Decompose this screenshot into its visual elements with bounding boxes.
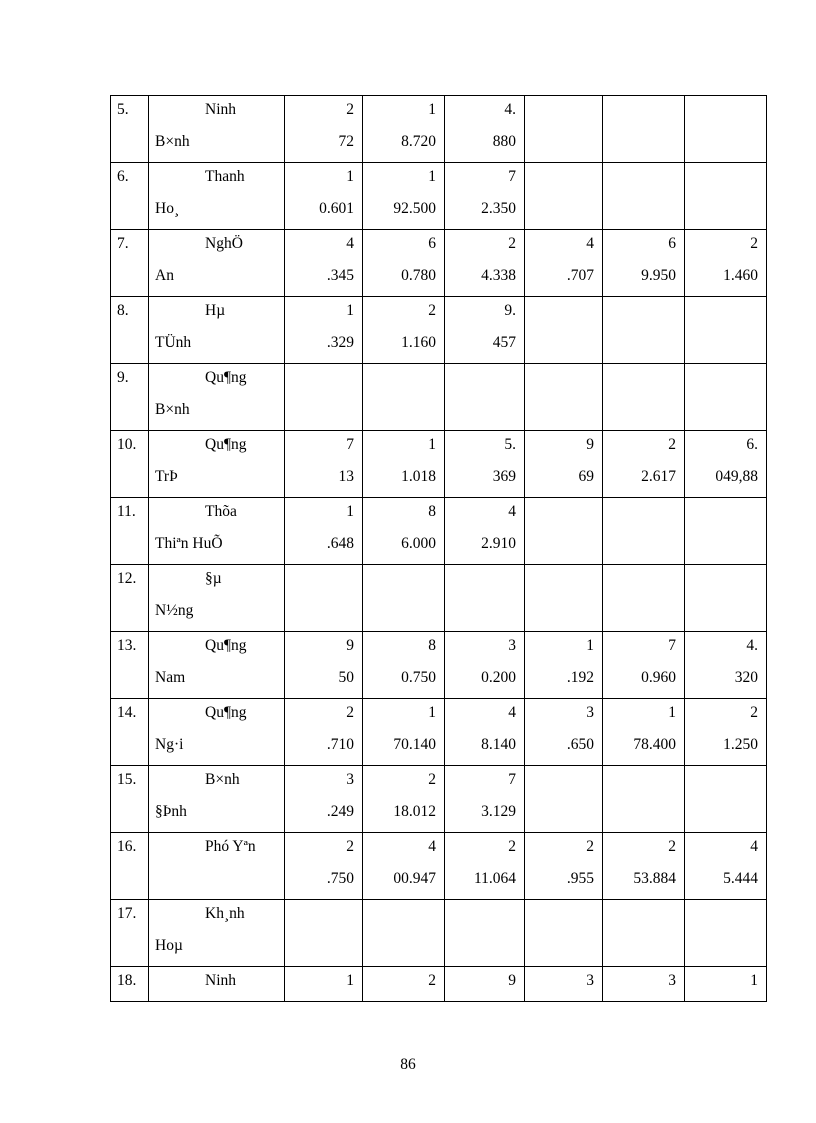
value-cell bbox=[363, 632, 445, 699]
province-name-cell bbox=[149, 364, 285, 431]
value-cell bbox=[525, 230, 603, 297]
table-row bbox=[111, 431, 767, 498]
value-cell bbox=[685, 163, 767, 230]
row-number-cell bbox=[111, 364, 149, 431]
value-cell bbox=[445, 632, 525, 699]
value-cell bbox=[285, 632, 363, 699]
value-cell bbox=[603, 364, 685, 431]
province-name-line: Hoµ bbox=[155, 937, 183, 954]
province-name-line: N½ng bbox=[155, 602, 194, 619]
row-number-cell bbox=[111, 565, 149, 632]
row-number: 13. bbox=[117, 637, 137, 654]
value-line: 5.444 bbox=[723, 870, 758, 887]
value-cell bbox=[525, 96, 603, 163]
row-number-cell bbox=[111, 632, 149, 699]
value-cell bbox=[445, 364, 525, 431]
value-cell bbox=[285, 96, 363, 163]
province-name-cell bbox=[149, 632, 285, 699]
value-line: 2 bbox=[428, 972, 436, 989]
row-number: 16. bbox=[117, 838, 137, 855]
province-name-cell bbox=[149, 766, 285, 833]
province-name-cell bbox=[149, 967, 285, 1002]
province-name-line: Nam bbox=[155, 669, 186, 686]
value-line: 320 bbox=[734, 669, 758, 686]
value-line: 4. bbox=[746, 637, 758, 654]
value-cell bbox=[603, 833, 685, 900]
value-line: 6 bbox=[668, 235, 676, 252]
value-cell bbox=[603, 96, 685, 163]
row-number: 6. bbox=[117, 168, 129, 185]
table-row bbox=[111, 230, 767, 297]
value-cell bbox=[285, 565, 363, 632]
value-cell bbox=[363, 766, 445, 833]
value-cell bbox=[445, 565, 525, 632]
value-cell bbox=[285, 297, 363, 364]
value-cell bbox=[285, 900, 363, 967]
value-cell bbox=[285, 833, 363, 900]
value-line: 1 bbox=[428, 704, 436, 721]
value-line: 1 bbox=[668, 704, 676, 721]
value-line: 2 bbox=[586, 838, 594, 855]
value-line: 0.780 bbox=[401, 267, 436, 284]
value-cell bbox=[603, 163, 685, 230]
value-line: 1 bbox=[346, 168, 354, 185]
province-name-line: Thõa bbox=[205, 503, 237, 520]
value-cell bbox=[445, 230, 525, 297]
value-cell bbox=[285, 431, 363, 498]
province-name-line: B×nh bbox=[205, 771, 240, 788]
row-number-cell bbox=[111, 967, 149, 1002]
value-cell bbox=[685, 498, 767, 565]
value-cell bbox=[363, 96, 445, 163]
row-number: 18. bbox=[117, 972, 137, 989]
province-name-line: TÜnh bbox=[155, 334, 192, 351]
value-line: 72 bbox=[338, 133, 354, 150]
table-row bbox=[111, 498, 767, 565]
value-cell bbox=[603, 565, 685, 632]
value-line: 92.500 bbox=[393, 200, 436, 217]
value-line: 00.947 bbox=[393, 870, 436, 887]
value-cell bbox=[525, 431, 603, 498]
value-cell bbox=[445, 297, 525, 364]
value-line: 2 bbox=[750, 704, 758, 721]
value-line: 6 bbox=[428, 235, 436, 252]
value-cell bbox=[363, 498, 445, 565]
row-number: 5. bbox=[117, 101, 129, 118]
value-line: 2 bbox=[346, 838, 354, 855]
value-line: 1 bbox=[586, 637, 594, 654]
value-line: 0.601 bbox=[319, 200, 354, 217]
value-cell bbox=[685, 96, 767, 163]
value-line: .955 bbox=[566, 870, 594, 887]
value-line: 11.064 bbox=[473, 870, 516, 887]
value-cell bbox=[685, 230, 767, 297]
value-line: .192 bbox=[566, 669, 594, 686]
table-row bbox=[111, 297, 767, 364]
value-cell bbox=[525, 900, 603, 967]
value-line: 3 bbox=[586, 704, 594, 721]
value-line: 8 bbox=[428, 637, 436, 654]
value-cell bbox=[685, 632, 767, 699]
value-line: .249 bbox=[326, 803, 354, 820]
value-cell bbox=[363, 967, 445, 1002]
row-number-cell bbox=[111, 163, 149, 230]
value-cell bbox=[363, 297, 445, 364]
value-cell bbox=[363, 364, 445, 431]
value-cell bbox=[685, 431, 767, 498]
province-data-table bbox=[110, 95, 767, 1002]
value-line: 0.960 bbox=[641, 669, 676, 686]
value-line: 7 bbox=[668, 637, 676, 654]
province-name-line: §µ bbox=[205, 570, 222, 587]
value-line: 2 bbox=[668, 838, 676, 855]
value-line: .650 bbox=[566, 736, 594, 753]
value-line: 3 bbox=[508, 637, 516, 654]
value-cell bbox=[603, 498, 685, 565]
value-cell bbox=[525, 833, 603, 900]
value-cell bbox=[285, 699, 363, 766]
value-line: 2.617 bbox=[641, 468, 676, 485]
row-number-cell bbox=[111, 833, 149, 900]
value-line: 1.018 bbox=[401, 468, 436, 485]
province-name-line: Qu¶ng bbox=[205, 369, 247, 386]
value-line: 9.950 bbox=[641, 267, 676, 284]
value-cell bbox=[525, 699, 603, 766]
value-cell bbox=[285, 163, 363, 230]
value-line: .750 bbox=[326, 870, 354, 887]
value-cell bbox=[363, 833, 445, 900]
row-number-cell bbox=[111, 900, 149, 967]
province-name-line: Hµ bbox=[205, 302, 226, 319]
row-number: 15. bbox=[117, 771, 137, 788]
value-line: 8 bbox=[428, 503, 436, 520]
value-cell bbox=[525, 498, 603, 565]
value-line: 3 bbox=[586, 972, 594, 989]
value-cell bbox=[363, 431, 445, 498]
value-line: 1.250 bbox=[723, 736, 758, 753]
row-number-cell bbox=[111, 431, 149, 498]
row-number: 11. bbox=[117, 503, 136, 520]
value-line: 4. bbox=[504, 101, 516, 118]
table-row bbox=[111, 632, 767, 699]
value-line: 7 bbox=[508, 168, 516, 185]
value-cell bbox=[603, 632, 685, 699]
value-cell bbox=[445, 163, 525, 230]
value-line: 0.200 bbox=[481, 669, 516, 686]
value-line: 4 bbox=[586, 235, 594, 252]
province-name-cell bbox=[149, 163, 285, 230]
value-cell bbox=[525, 163, 603, 230]
value-cell bbox=[445, 967, 525, 1002]
value-line: 2 bbox=[508, 235, 516, 252]
province-name-line: NghÖ bbox=[205, 235, 243, 252]
value-cell bbox=[285, 230, 363, 297]
value-line: .345 bbox=[326, 267, 354, 284]
province-name-line: Ninh bbox=[205, 972, 236, 989]
table-row bbox=[111, 766, 767, 833]
value-cell bbox=[603, 967, 685, 1002]
value-line: 4 bbox=[508, 503, 516, 520]
value-cell bbox=[285, 498, 363, 565]
value-line: 6.000 bbox=[401, 535, 436, 552]
value-cell bbox=[603, 699, 685, 766]
value-cell bbox=[603, 297, 685, 364]
value-line: .710 bbox=[326, 736, 354, 753]
value-line: 880 bbox=[492, 133, 516, 150]
province-name-line: Qu¶ng bbox=[205, 436, 247, 453]
value-cell bbox=[525, 967, 603, 1002]
province-name-line: Ng·i bbox=[155, 736, 184, 753]
value-line: 1 bbox=[428, 436, 436, 453]
value-line: 4 bbox=[750, 838, 758, 855]
value-line: 1.460 bbox=[723, 267, 758, 284]
value-cell bbox=[445, 96, 525, 163]
province-name-line: An bbox=[155, 267, 174, 284]
value-cell bbox=[525, 565, 603, 632]
value-line: 69 bbox=[578, 468, 594, 485]
value-cell bbox=[525, 632, 603, 699]
row-number-cell bbox=[111, 297, 149, 364]
value-line: 8.720 bbox=[401, 133, 436, 150]
province-name-line: TrÞ bbox=[155, 468, 178, 485]
province-name-cell bbox=[149, 900, 285, 967]
value-cell bbox=[603, 766, 685, 833]
value-cell bbox=[525, 766, 603, 833]
value-line: 50 bbox=[338, 669, 354, 686]
table-row bbox=[111, 364, 767, 431]
row-number: 8. bbox=[117, 302, 129, 319]
value-line: 1 bbox=[346, 972, 354, 989]
value-line: 2 bbox=[750, 235, 758, 252]
table-row bbox=[111, 833, 767, 900]
province-name-line: Kh¸nh bbox=[205, 905, 245, 922]
value-line: 9 bbox=[508, 972, 516, 989]
value-line: 9 bbox=[586, 436, 594, 453]
value-line: 78.400 bbox=[633, 736, 676, 753]
province-name-line: §Þnh bbox=[155, 803, 187, 820]
table-row bbox=[111, 96, 767, 163]
value-line: 1 bbox=[346, 302, 354, 319]
value-line: 3 bbox=[668, 972, 676, 989]
row-number: 14. bbox=[117, 704, 137, 721]
value-cell bbox=[603, 431, 685, 498]
value-line: 18.012 bbox=[393, 803, 436, 820]
value-cell bbox=[445, 699, 525, 766]
row-number-cell bbox=[111, 498, 149, 565]
value-line: 2 bbox=[346, 704, 354, 721]
value-line: 369 bbox=[492, 468, 516, 485]
row-number-cell bbox=[111, 96, 149, 163]
province-name-cell bbox=[149, 565, 285, 632]
province-name-line: Phó Yªn bbox=[205, 838, 256, 855]
row-number: 9. bbox=[117, 369, 129, 386]
province-name-cell bbox=[149, 699, 285, 766]
value-line: 2 bbox=[508, 838, 516, 855]
value-cell bbox=[685, 900, 767, 967]
value-line: 1 bbox=[428, 168, 436, 185]
value-cell bbox=[525, 297, 603, 364]
value-line: 3 bbox=[346, 771, 354, 788]
value-line: 1 bbox=[346, 503, 354, 520]
value-line: 6. bbox=[746, 436, 758, 453]
value-cell bbox=[685, 967, 767, 1002]
value-cell bbox=[363, 163, 445, 230]
table-body bbox=[111, 96, 767, 1002]
province-name-line: B×nh bbox=[155, 401, 190, 418]
value-line: 9. bbox=[504, 302, 516, 319]
value-line: 2 bbox=[428, 771, 436, 788]
value-cell bbox=[285, 766, 363, 833]
value-cell bbox=[445, 833, 525, 900]
value-line: 7 bbox=[346, 436, 354, 453]
value-cell bbox=[363, 699, 445, 766]
province-name-line: Ninh bbox=[205, 101, 236, 118]
value-cell bbox=[603, 230, 685, 297]
value-cell bbox=[445, 498, 525, 565]
table-row bbox=[111, 163, 767, 230]
province-name-line: Qu¶ng bbox=[205, 704, 247, 721]
value-cell bbox=[285, 364, 363, 431]
page-number: 86 bbox=[400, 1056, 416, 1073]
value-line: .329 bbox=[326, 334, 354, 351]
table-row bbox=[111, 699, 767, 766]
row-number: 10. bbox=[117, 436, 137, 453]
value-line: 1.160 bbox=[401, 334, 436, 351]
value-cell bbox=[525, 364, 603, 431]
row-number: 17. bbox=[117, 905, 137, 922]
value-line: .707 bbox=[566, 267, 594, 284]
value-line: 53.884 bbox=[633, 870, 676, 887]
row-number: 12. bbox=[117, 570, 137, 587]
value-line: 3.129 bbox=[481, 803, 516, 820]
province-name-cell bbox=[149, 498, 285, 565]
value-cell bbox=[363, 900, 445, 967]
table-row bbox=[111, 900, 767, 967]
value-cell bbox=[445, 431, 525, 498]
value-line: .648 bbox=[326, 535, 354, 552]
value-cell bbox=[685, 699, 767, 766]
value-line: 13 bbox=[338, 468, 354, 485]
value-line: 4 bbox=[428, 838, 436, 855]
value-line: 9 bbox=[346, 637, 354, 654]
value-line: 4 bbox=[346, 235, 354, 252]
value-line: 8.140 bbox=[481, 736, 516, 753]
value-line: 2 bbox=[428, 302, 436, 319]
value-line: 2.350 bbox=[481, 200, 516, 217]
row-number-cell bbox=[111, 766, 149, 833]
table-row bbox=[111, 565, 767, 632]
value-cell bbox=[285, 967, 363, 1002]
row-number-cell bbox=[111, 699, 149, 766]
value-line: 049,88 bbox=[715, 468, 758, 485]
table-row bbox=[111, 967, 767, 1002]
province-name-line: B×nh bbox=[155, 133, 190, 150]
row-number: 7. bbox=[117, 235, 129, 252]
value-line: 2 bbox=[346, 101, 354, 118]
value-line: 2 bbox=[668, 436, 676, 453]
value-cell bbox=[685, 833, 767, 900]
province-name-cell bbox=[149, 833, 285, 900]
value-cell bbox=[685, 364, 767, 431]
value-line: 70.140 bbox=[393, 736, 436, 753]
value-cell bbox=[685, 297, 767, 364]
value-cell bbox=[363, 230, 445, 297]
province-name-cell bbox=[149, 96, 285, 163]
value-line: 1 bbox=[750, 972, 758, 989]
value-line: 2.910 bbox=[481, 535, 516, 552]
province-name-cell bbox=[149, 431, 285, 498]
value-line: 1 bbox=[428, 101, 436, 118]
value-line: 457 bbox=[492, 334, 516, 351]
value-line: 5. bbox=[504, 436, 516, 453]
value-cell bbox=[685, 565, 767, 632]
value-cell bbox=[445, 766, 525, 833]
value-cell bbox=[603, 900, 685, 967]
value-line: 4.338 bbox=[481, 267, 516, 284]
row-number-cell bbox=[111, 230, 149, 297]
value-cell bbox=[445, 900, 525, 967]
province-name-cell bbox=[149, 230, 285, 297]
province-name-line: Ho¸ bbox=[155, 200, 180, 217]
value-cell bbox=[363, 565, 445, 632]
province-name-line: Qu¶ng bbox=[205, 637, 247, 654]
value-line: 0.750 bbox=[401, 669, 436, 686]
province-name-line: Thanh bbox=[205, 168, 245, 185]
value-line: 4 bbox=[508, 704, 516, 721]
province-name-cell bbox=[149, 297, 285, 364]
value-cell bbox=[685, 766, 767, 833]
province-name-line: Thiªn HuÕ bbox=[155, 535, 223, 552]
value-line: 7 bbox=[508, 771, 516, 788]
